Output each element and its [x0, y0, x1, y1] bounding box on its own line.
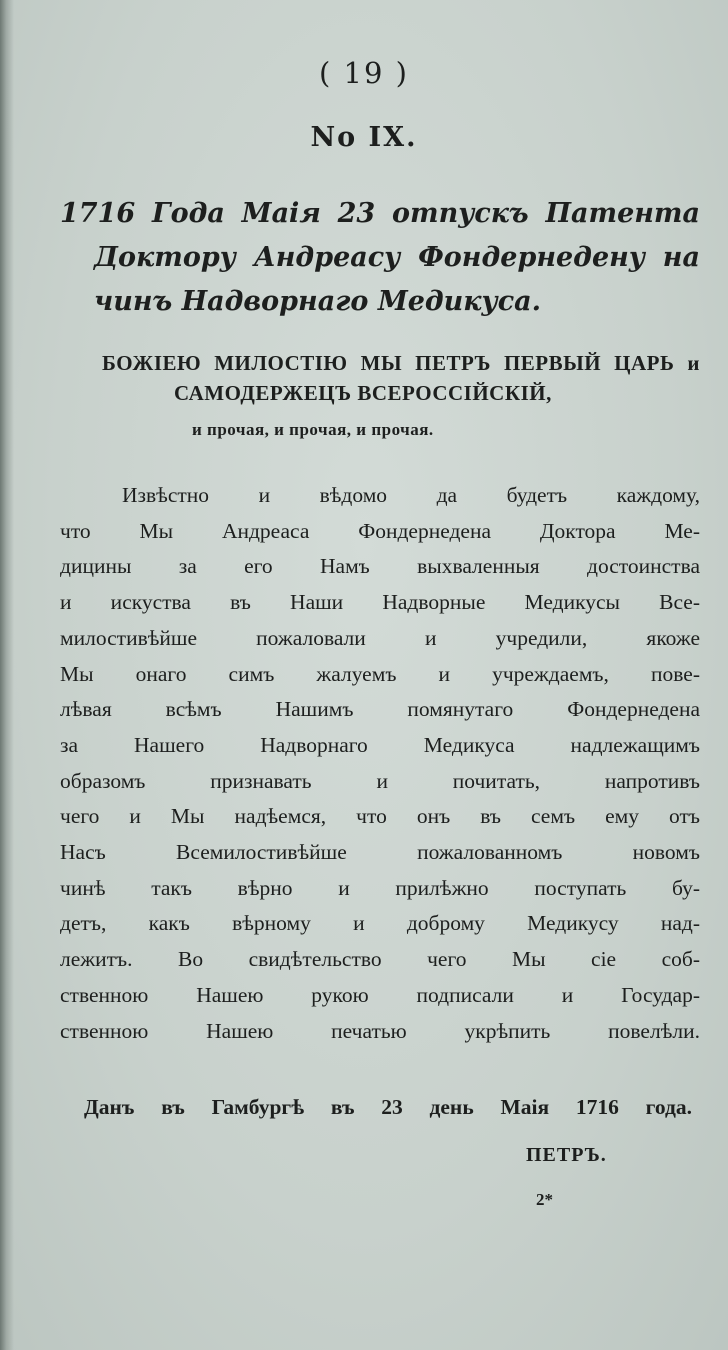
document-number: No IX. [310, 122, 418, 153]
invocation-line: БОЖІЕЮ МИЛОСТІЮ МЫ ПЕТРЪ ПЕРВЫЙ ЦАРЬ и [102, 351, 700, 375]
signature: ПЕТРЪ. [526, 1144, 607, 1166]
body-line: детъ, какъ вѣрному и доброму Медикусу над- [60, 911, 700, 936]
body-line: и искуства въ Наши Надворные Медикусы Все- [60, 590, 700, 615]
body-line: Извѣстно и вѣдомо да будетъ каждому, [122, 483, 700, 507]
page-number: ( 19 ) [319, 56, 409, 90]
body-line: ственною Нашею печатью укрѣпить повелѣли. [60, 1018, 700, 1043]
heading-line: Доктору Андреасу Фондернедену на [94, 242, 700, 273]
body-line: чего и Мы надѣемся, что онъ въ семъ ему отъ [60, 804, 700, 829]
royal-title-invocation [102, 348, 700, 444]
date-place-line: Данъ въ Гамбургѣ въ 23 день Маія 1716 года. [84, 1095, 692, 1119]
invocation-line: САМОДЕРЖЕЦЪ ВСЕРОССІЙСКІЙ, [174, 381, 552, 405]
invocation-line: и прочая, и прочая, и прочая. [192, 420, 434, 439]
body-line: чинѣ такъ вѣрно и прилѣжно поступать бу- [60, 875, 700, 900]
body-line: образомъ признавать и почитать, напротивъ [60, 768, 700, 793]
body-line: лѣвая всѣмъ Нашимъ помянутаго Фондернедена [60, 697, 700, 722]
body-line: лежитъ. Во свидѣтельство чего Мы сіе соб- [60, 947, 700, 972]
body-line: за Нашего Надворнаго Медикуса надлежащимъ [60, 732, 700, 757]
body-line: ственною Нашею рукою подписали и Государ- [60, 982, 700, 1007]
sheet-signature-mark: 2* [536, 1190, 553, 1209]
body-line: дицины за его Намъ выхваленныя достоинства [60, 554, 700, 579]
heading-line: 1716 Года Маія 23 отпускъ Патента [60, 198, 700, 229]
body-line: милостивѣйше пожаловали и учредили, якоже [60, 625, 700, 650]
document-heading [60, 192, 700, 324]
body-line: что Мы Андреаса Фондернедена Доктора Ме- [60, 518, 700, 543]
body-line: Мы онаго симъ жалуемъ и учреждаемъ, пове- [60, 661, 700, 686]
patent-body-text [60, 478, 700, 1049]
heading-line: чинъ Надворнаго Медикуса. [94, 286, 542, 317]
body-line: Насъ Всемилостивѣйше пожалованномъ новомъ [60, 840, 700, 865]
